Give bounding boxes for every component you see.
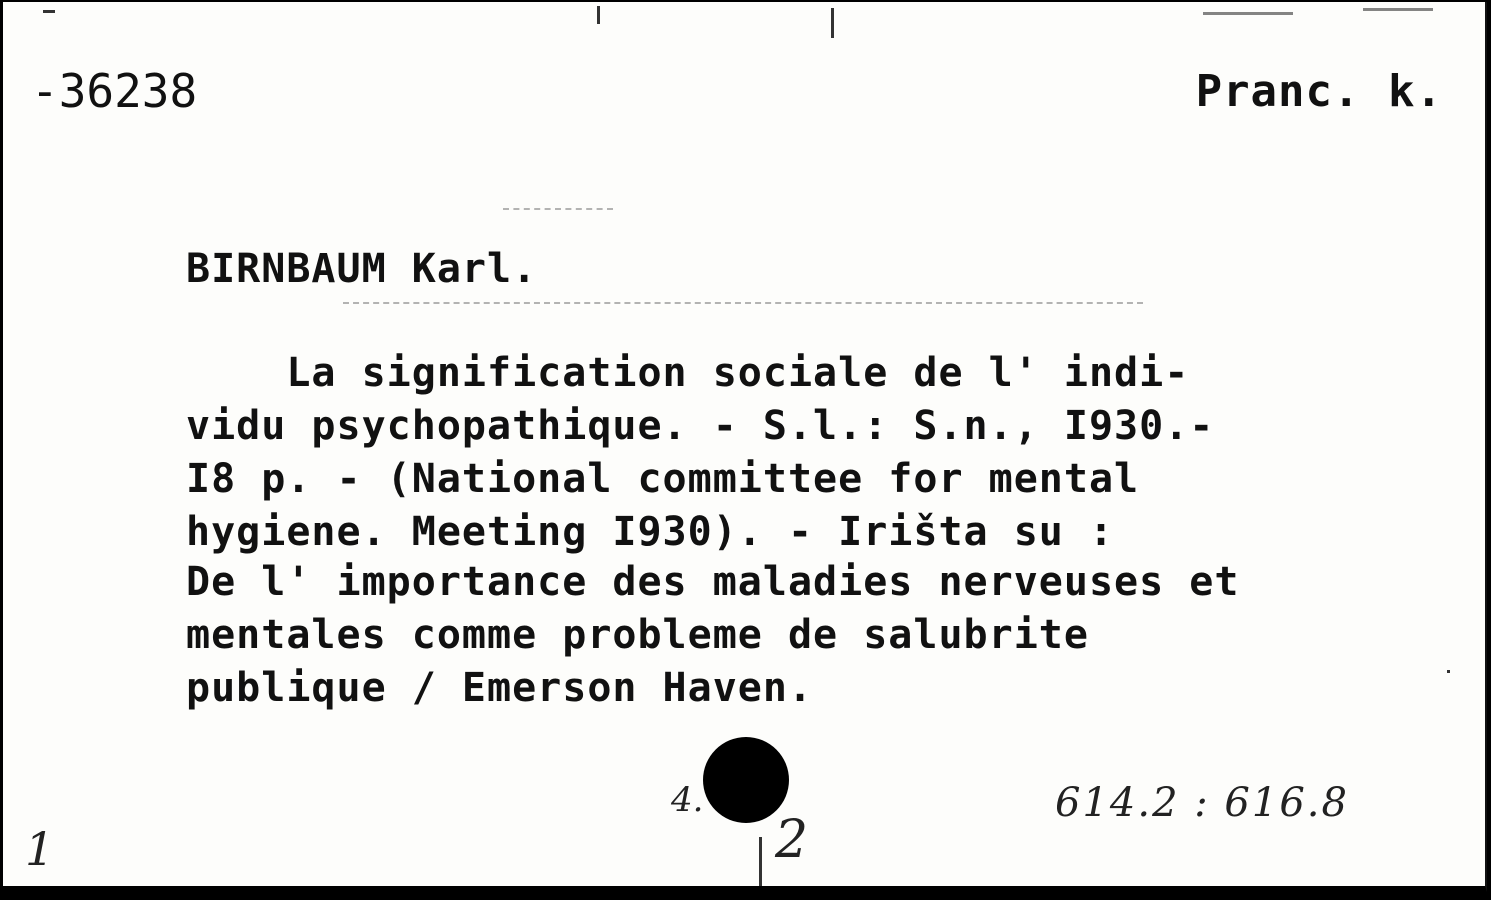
speck <box>1363 8 1433 11</box>
speck <box>831 8 834 38</box>
speck <box>597 6 600 24</box>
speck <box>759 837 762 887</box>
catalog-card <box>3 2 1487 892</box>
body-line: hygiene. Meeting I930). - Irišta su : <box>186 509 1115 555</box>
speck <box>1447 670 1450 673</box>
faint-dash-line <box>343 302 1143 306</box>
classification-number: 614.2 : 616.8 <box>1055 780 1349 826</box>
location-code: Pranc. k. <box>1195 66 1443 117</box>
body-line: I8 p. - (National committee for mental <box>186 456 1140 502</box>
speck <box>1203 12 1293 15</box>
body-line: mentales comme probleme de salubrite <box>186 612 1089 658</box>
faint-dash-line <box>503 208 613 212</box>
author-heading: BIRNBAUM Karl. <box>186 246 538 292</box>
body-line: De l' importance des maladies nerveuses et <box>186 559 1240 605</box>
handwritten-mark: 4. <box>671 780 704 820</box>
body-line: La signification sociale de l' indi- <box>186 350 1190 396</box>
speck <box>43 10 55 13</box>
body-line: vidu psychopathique. - S.l.: S.n., I930.- <box>186 403 1215 449</box>
handwritten-number: 1 <box>25 822 55 876</box>
call-number: -36238 <box>31 64 198 118</box>
body-line: publique / Emerson Haven. <box>186 665 814 711</box>
handwritten-number: 2 <box>775 810 809 870</box>
